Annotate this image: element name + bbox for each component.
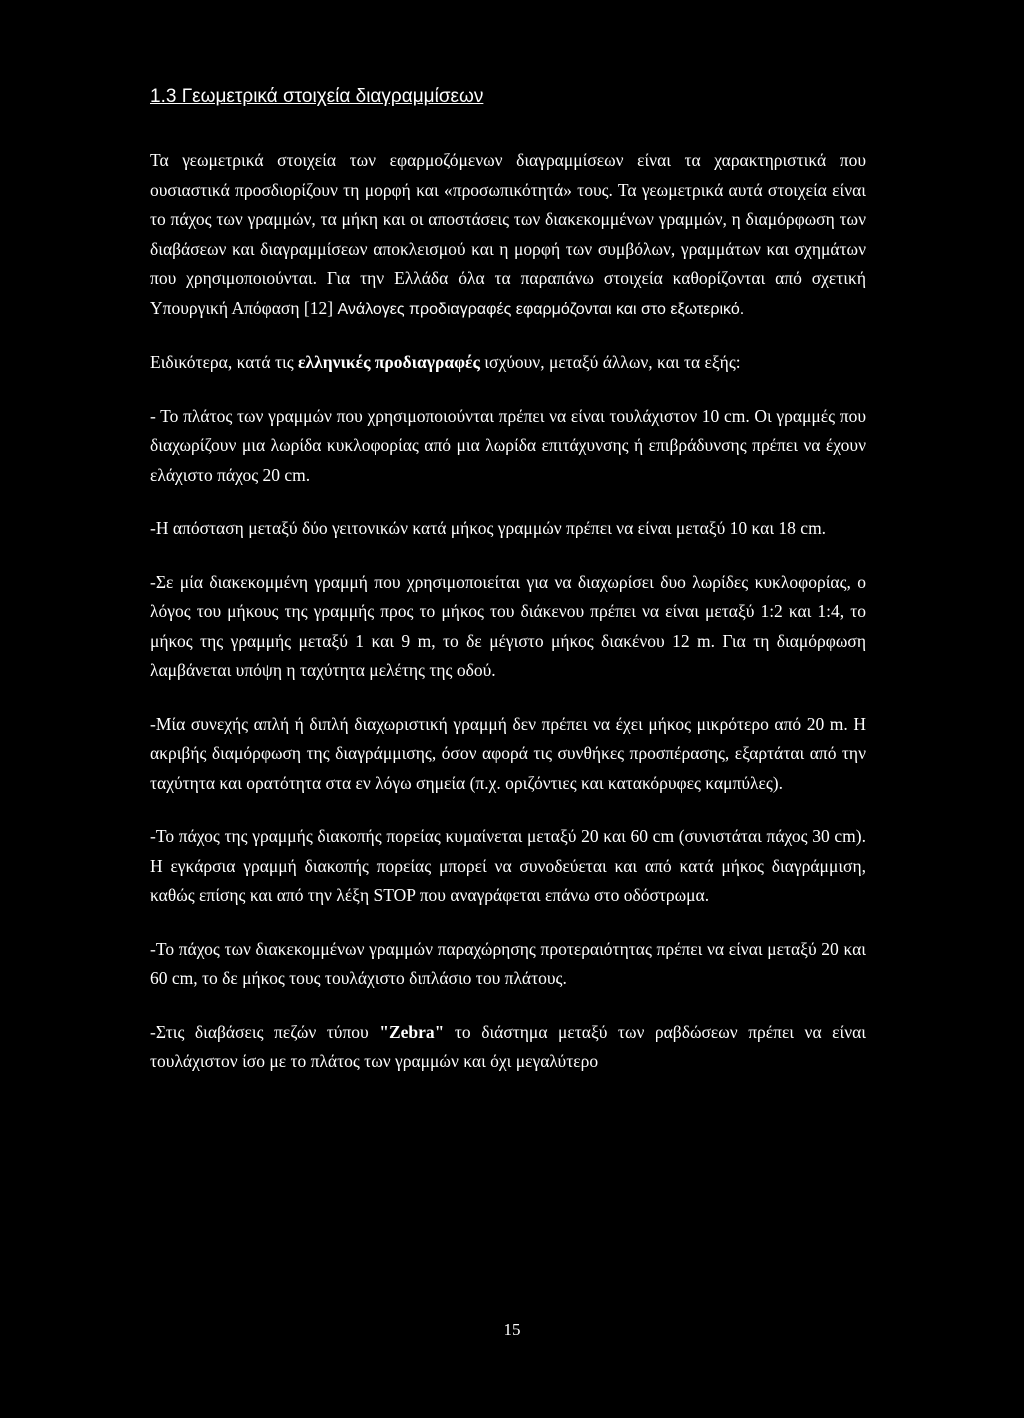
paragraph-specs-intro-part-2: ισχύουν, μεταξύ άλλων, και τα εξής: <box>479 352 741 372</box>
paragraph-line-spacing: -Η απόσταση μεταξύ δύο γειτονικών κατά μήκος γραμμών πρέπει να είναι μεταξύ 10 και 18 cm. <box>150 518 827 538</box>
paragraph-continuous-line: -Μία συνεχής απλή ή διπλή διαχωριστική γραμμή δεν πρέπει να έχει μήκος μικρότερο από 20 m. Η ακριβής διαμόρφωση της διαγράμμισης, όσον αφορά τις συνθήκες προσπέρασης, εξαρτάται από την ταχύτητα και ορατότητα στα εν λόγω σημεία (π.χ. οριζόντιες και κατακόρυφες καμπύλες). <box>150 713 866 793</box>
paragraph-stop-line: -Το πάχος της γραμμής διακοπής πορείας κυμαίνεται μεταξύ 20 και 60 cm (συνιστάται πάχος 30 cm). Η εγκάρσια γραμμή διακοπής πορείας μπορεί να συνοδεύεται και από κατά μήκος διαγράμμιση, καθώς επίσης και από την λέξη STOP που αναγράφεται επάνω στο οδόστρωμα. <box>150 826 866 905</box>
bold-greek-specs: ελληνικές προδιαγραφές <box>298 352 480 372</box>
page-number: 15 <box>503 1320 521 1339</box>
bold-zebra: "Zebra" <box>379 1021 445 1042</box>
paragraph-specs-intro-part-1: Ειδικότερα, κατά τις <box>150 352 299 372</box>
paragraph-line-width: - Το πλάτος των γραμμών που χρησιμοποιούνται πρέπει να είναι τουλάχιστον 10 cm. Οι γραμμές που διαχωρίζουν μια λωρίδα κυκλοφορίας από μια λωρίδα επιτάχυνσης ή επιβράδυνσης πρέπει να έχουν ελάχιστο πάχος 20 cm. <box>150 405 866 485</box>
section-heading: 1.3 Γεωμετρικά στοιχεία διαγραμμίσεων <box>150 86 484 107</box>
paragraph-yield-line: -Το πάχος των διακεκομμένων γραμμών παραχώρησης προτεραιότητας πρέπει να είναι μεταξύ 20 και 60 cm, το δε μήκος τους τουλάχιστο διπλάσιο του πλάτους. <box>150 938 866 988</box>
paragraph-intro-part-1: Τα γεωμετρικά στοιχεία των εφαρμοζόμενων διαγραμμίσεων είναι τα χαρακτηριστικά που ουσιαστικά προσδιορίζουν τη μορφή και «προσωπικότητά» τους. Τα γεωμετρικά αυτά στοιχεία είναι το πάχος των γραμμών, τα μήκη και οι αποστάσεις των διακεκομμένων γραμμών, η διαμόρφωση των διαβάσεων και διαγραμμίσεων αποκλεισμού και η μορφή των συμβόλων, γραμμάτων και σχημάτων που χρησιμοποιούνται. <box>150 150 866 288</box>
document-page <box>150 84 866 1101</box>
paragraph-intro <box>150 146 866 324</box>
paragraph-zebra-crossing <box>150 1018 866 1077</box>
paragraph-dashed-line: -Σε μία διακεκομμένη γραμμή που χρησιμοποιείται για να διαχωρίσει δυο λωρίδες κυκλοφορίας, ο λόγος του μήκους της γραμμής προς το μήκος του διάκενου πρέπει να είναι μεταξύ 1:2 και 1:4, το μήκος της γραμμής μεταξύ 1 και 9 m, το δε μέγιστο μήκος διακένου 12 m. Για τη διαμόρφωση λαμβάνεται υπόψη η ταχύτητα μελέτης της οδού. <box>150 571 866 680</box>
paragraph-zebra-part-1: -Στις διαβάσεις πεζών τύπου <box>150 1021 380 1042</box>
paragraph-intro-part-3: Ανάλογες προδιαγραφές εφαρμόζονται και στο εξωτερικό. <box>337 300 745 318</box>
paragraph-specs-intro <box>150 348 866 378</box>
paragraph-intro-part-2: Για την Ελλάδα όλα τα παραπάνω στοιχεία καθορίζονται από σχετική Υπουργική Απόφαση [12] <box>150 268 866 318</box>
paragraph-zebra-part-2: το διάστημα μεταξύ των ραβδώσεων πρέπει να είναι τουλάχιστον ίσο με το πλάτος των γραμμών και όχι μεγαλύτερο <box>150 1021 866 1071</box>
